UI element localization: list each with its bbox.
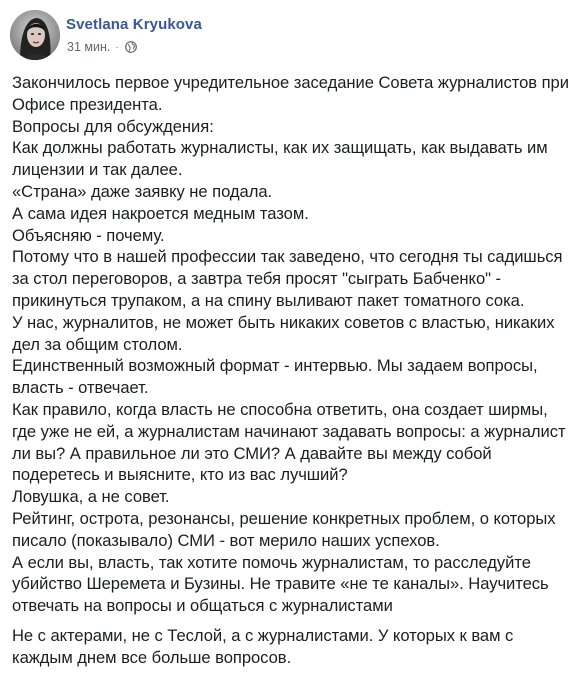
author-name-link[interactable]: Svetlana Kryukova bbox=[66, 16, 202, 33]
post-paragraph-1: Закончилось первое учредительное заседание Совета журналистов при Офисе президента. Вопросы для обсуждения: Как должны работать журналисты, как их защищать, как выдавать им лицензии и так далее. «Страна» даже заявку не подала. А сама идея накроется медным тазом. Объясняю - почему. Потому что в нашей профессии так заведено, что сегодня ты садишься за стол переговоров, а завтра тебя просят "сыграть Бабченко" - прикинуться трупаком, а на спину выливают пакет томатного сока. У нас, журналитов, не может быть никаких советов с властью, никаких дел за общим столом. Единственный возможный формат - интервью. Мы задаем вопросы, власть - отвечает. Как правило, когда власть не способна ответить, она создает ширмы, где уже не ей, а журналистам начинают задавать вопросы: а журналист ли вы? А правильное ли это СМИ? А давайте вы между собой подеретесь и выясните, кто из вас лучший? Ловушка, а не совет. Рейтинг, острота, резонансы, решение конкретных проблем, о которых писало (показывало) СМИ - вот мерило наших успехов. А если вы, власть, так хотите помочь журналистам, то расследуйте убийство Шеремета и Бузины. Не травите «не те каналы». Научитесь отвечать на вопросы и общаться с журналистами bbox=[12, 73, 569, 616]
post-header bbox=[10, 10, 570, 62]
post-paragraph-2: Не с актерами, не с Теслой, а с журналистами. У которых к вам с каждым днем все больше вопросов. bbox=[12, 625, 514, 667]
author-avatar[interactable] bbox=[10, 10, 60, 60]
post-timestamp-link[interactable]: 31 мин. bbox=[67, 40, 111, 54]
avatar-photo-icon bbox=[10, 10, 60, 60]
post-meta bbox=[67, 40, 137, 54]
post-body bbox=[12, 72, 580, 669]
globe-icon[interactable] bbox=[125, 41, 137, 53]
meta-separator: · bbox=[115, 41, 119, 53]
